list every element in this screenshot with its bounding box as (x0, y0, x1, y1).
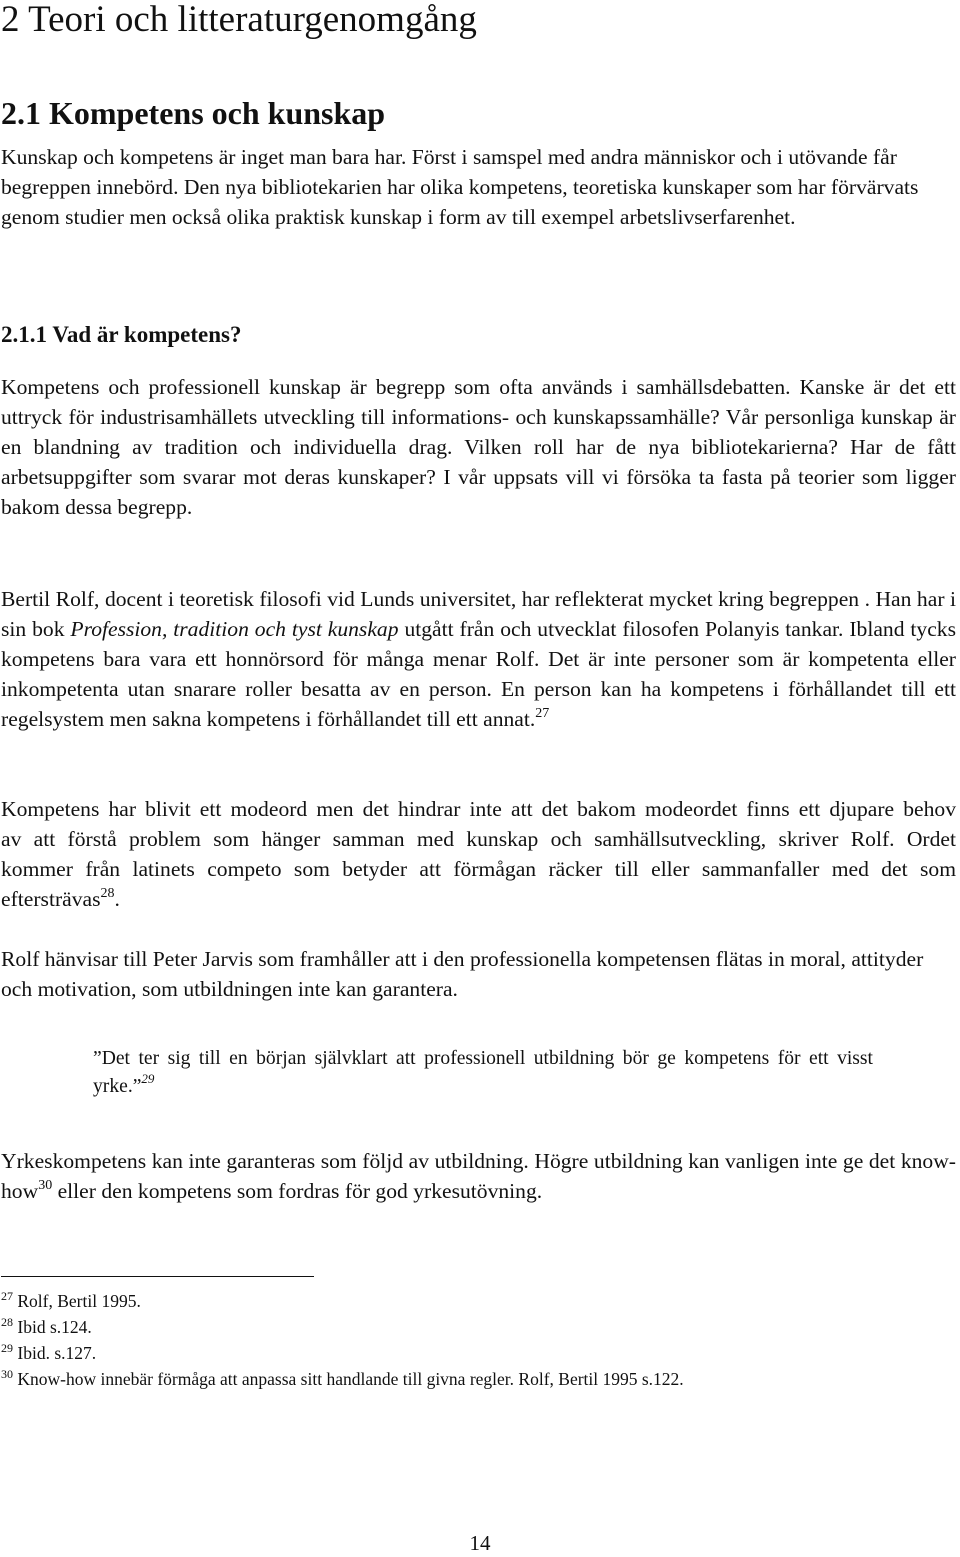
footnote-28 (1, 1315, 951, 1339)
subsection-heading: 2.1.1 Vad är kompetens? (1, 322, 242, 347)
footnote-30 (1, 1367, 951, 1391)
footnote-text: Rolf, Bertil 1995. (17, 1291, 141, 1311)
footnote-text: Ibid s.124. (17, 1317, 92, 1337)
rolf-paragraph (1, 584, 956, 734)
footnote-ref-29: 29 (141, 1071, 155, 1086)
rolf-text-end: utgått från och utvecklat filosofen Polanyis tankar. Ibland tycks kompetens bara vara ett honnörsord för många menar Rolf. Det är inte personer som är kompetenta eller inkompetenta utan snarare roller besatta av en person. En person kan ha kompetens i förhållandet till ett regelsystem men sakna kompetens i förhållandet till ett annat. (1, 617, 957, 731)
footnote-number: 29 (1, 1341, 13, 1355)
rolf-text-start: Bertil Rolf, docent i teoretisk filosofi vid Lunds universitet, har reflekterat mycket kring begreppen . Han har i sin bok (1, 587, 956, 641)
footnote-27 (1, 1289, 951, 1313)
modeord-text: Kompetens har blivit ett modeord men det hindrar inte att det bakom modeordet finns ett djupare behov av att förstå problem som hänger samman med kunskap och samhällsutveckling, skriver Rolf. Ordet kommer från latinets competo som betyder att förmågan räcker till eller sammanfaller med det som eftersträvas (1, 797, 956, 911)
footnote-separator (1, 1276, 314, 1277)
yrke-text-end: eller den kompetens som fordras för god yrkesutövning. (52, 1179, 543, 1203)
footnote-29 (1, 1341, 951, 1365)
footnote-number: 27 (1, 1289, 13, 1303)
section-heading: 2.1 Kompetens och kunskap (1, 95, 386, 131)
jarvis-paragraph: Rolf hänvisar till Peter Jarvis som framhåller att i den professionella kompetensen flätas in moral, attityder och motivation, som utbildningen inte kan garantera. (1, 947, 924, 1001)
debate-paragraph: Kompetens och professionell kunskap är begrepp som ofta används i samhällsdebatten. Kanske är det ett uttryck för industrisamhällets utveckling till informations- och kunskapssamhälle? Vår personliga kunskap är en blandning av tradition och individuella drag. Vilken roll har de nya bibliotekarierna? Har de fått arbetsuppgifter som svarar mot deras kunskaper? I vår uppsats vill vi försöka ta fasta på teorier som ligger bakom dessa begrepp. (1, 375, 956, 519)
page-number: 14 (469, 1531, 491, 1555)
quote-text: ”Det ter sig till en början självklart att professionell utbildning bör ge kompetens för ett visst yrke.” (93, 1048, 873, 1097)
footnote-ref-30: 30 (38, 1178, 53, 1193)
footnote-text: Ibid. s.127. (17, 1343, 97, 1363)
intro-paragraph: Kunskap och kompetens är inget man bara har. Först i samspel med andra människor och i utövande får begreppen innebörd. Den nya bibliotekarien har olika kompetens, teoretiska kunskaper som har förvärvats genom studier men också olika praktisk kunskap i form av till exempel arbetslivserfarenhet. (1, 145, 919, 229)
footnote-text: Know-how innebär förmåga att anpassa sitt handlande till givna regler. Rolf, Bertil 1995 s.122. (17, 1369, 684, 1389)
book-title: Profession, tradition och tyst kunskap (70, 617, 399, 641)
footnote-ref-28: 28 (100, 886, 115, 901)
footnote-number: 30 (1, 1367, 13, 1381)
chapter-heading: 2 Teori och litteraturgenomgång (1, 0, 477, 40)
yrke-text-start: Yrkeskompetens kan inte garanteras som följd av utbildning. Högre utbildning kan vanligen inte ge det know-how (1, 1149, 956, 1203)
footnote-ref-27: 27 (535, 706, 550, 721)
footnote-number: 28 (1, 1315, 13, 1329)
modeord-paragraph (1, 794, 956, 914)
block-quote (93, 1045, 873, 1101)
yrke-paragraph (1, 1146, 956, 1206)
modeord-end: . (114, 887, 120, 911)
